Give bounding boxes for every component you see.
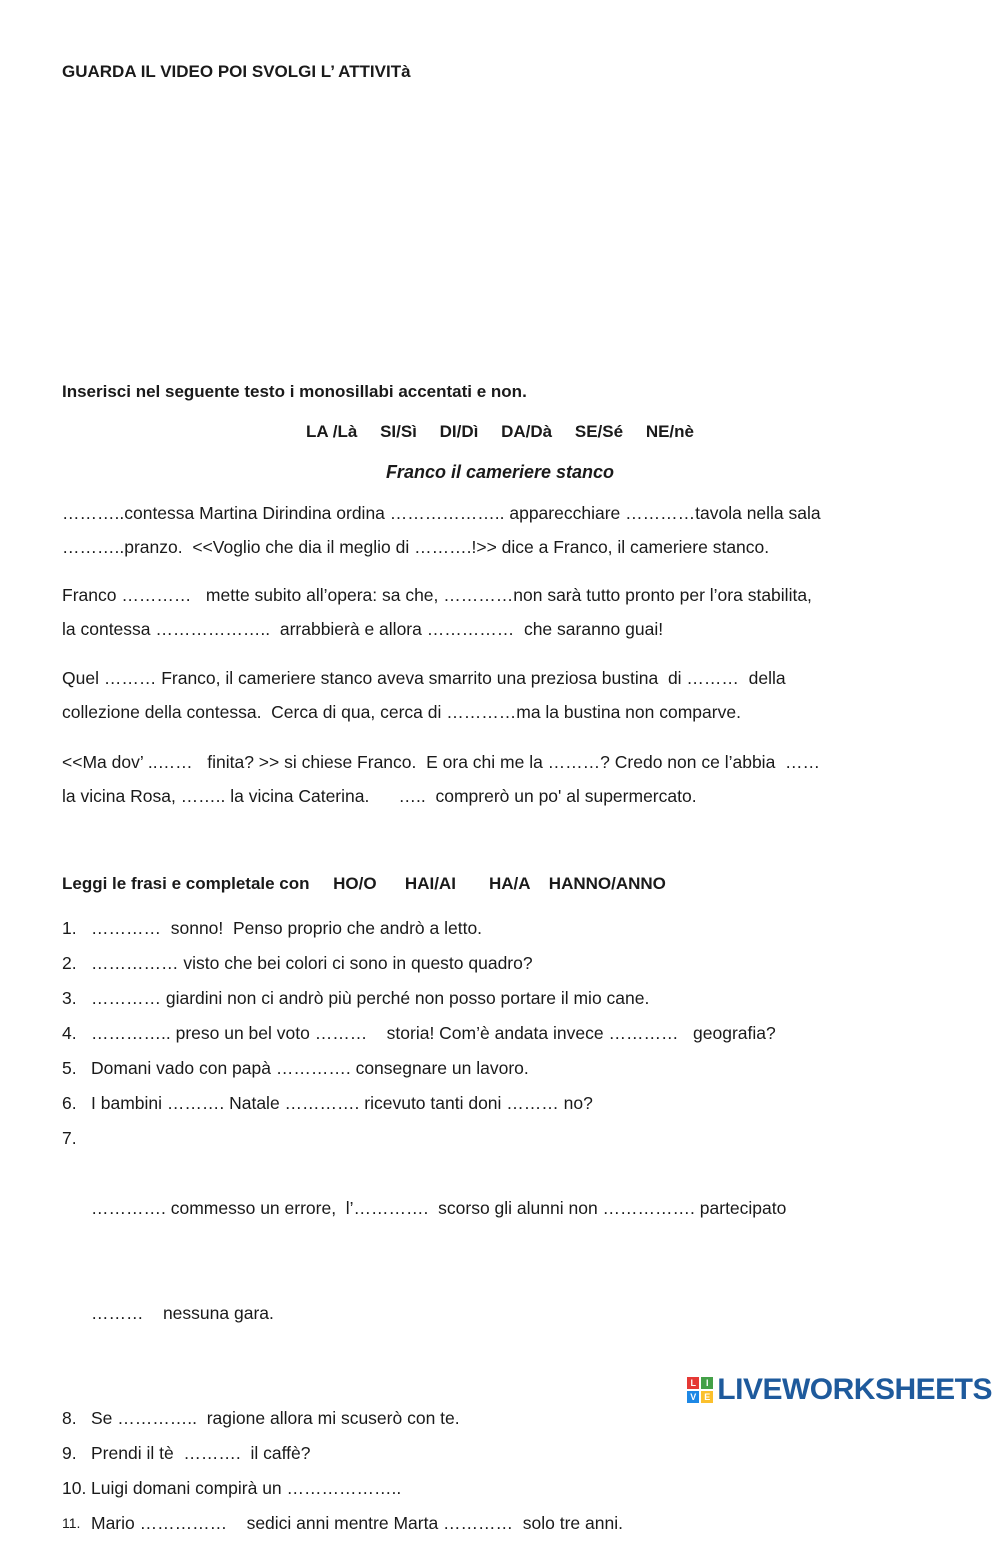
item-number: 10. bbox=[62, 1478, 87, 1498]
item-number: 11. bbox=[62, 1515, 81, 1531]
paragraph-line: la contessa ……………….. arrabbierà e allora …………… che saranno guai! bbox=[62, 619, 664, 639]
story-paragraph bbox=[62, 661, 942, 729]
logo-tile: V bbox=[687, 1391, 699, 1403]
item-text: Mario …………… sedici anni mentre Marta ………… solo tre anni. bbox=[91, 1513, 623, 1533]
monosyllable-option: DA/Dà bbox=[501, 422, 553, 441]
paragraph-line: <<Ma dov’ ..…… finita? >> si chiese Franco. E ora chi me la ………? Credo non ce l’abbia …… bbox=[62, 752, 821, 772]
monosyllables-list bbox=[0, 422, 1000, 442]
story-paragraph bbox=[62, 496, 942, 564]
list-item bbox=[62, 911, 942, 946]
monosyllable-option: DI/Dì bbox=[439, 422, 479, 441]
list-item bbox=[62, 1121, 942, 1401]
monosyllable-option: SE/Sé bbox=[574, 422, 624, 441]
item-number: 3. bbox=[62, 988, 77, 1008]
paragraph-line: collezione della contessa. Cerca di qua, cerca di …………ma la bustina non comparve. bbox=[62, 702, 741, 722]
logo-tile: L bbox=[687, 1377, 699, 1389]
section1-heading: Inserisci nel seguente testo i monosillabi accentati e non. bbox=[62, 382, 527, 401]
list-item bbox=[62, 1436, 942, 1471]
monosyllable-option: SI/Sì bbox=[380, 422, 417, 441]
exercise-list bbox=[62, 911, 942, 1541]
item-text bbox=[91, 1121, 786, 1401]
monosyllable-option: LA /Là bbox=[306, 422, 358, 441]
paragraph-line: ………..contessa Martina Dirindina ordina ……………….. apparecchiare …………tavola nella sala bbox=[62, 503, 821, 523]
logo-text: LIVEWORKSHEETS bbox=[717, 1373, 992, 1406]
item-text: …………… visto che bei colori ci sono in questo quadro? bbox=[91, 953, 533, 973]
liveworksheets-logo[interactable] bbox=[687, 1373, 992, 1407]
logo-icon bbox=[687, 1377, 713, 1403]
monosyllable-option: NE/nè bbox=[645, 422, 694, 441]
item-text: Prendi il tè ………. il caffè? bbox=[91, 1443, 311, 1463]
item-text: Domani vado con papà …………. consegnare un lavoro. bbox=[91, 1058, 529, 1078]
paragraph-line: ………..pranzo. <<Voglio che dia il meglio di ……….!>> dice a Franco, il cameriere stanco. bbox=[62, 537, 770, 557]
list-item bbox=[62, 946, 942, 981]
item-text: ………….. preso un bel voto ……… storia! Com’è andata invece ………… geografia? bbox=[91, 1023, 776, 1043]
paragraph-line: Franco ………… mette subito all’opera: sa che, …………non sarà tutto pronto per l’ora stabilita, bbox=[62, 585, 812, 605]
story-title: Franco il cameriere stanco bbox=[385, 462, 615, 482]
logo-tile: I bbox=[701, 1377, 713, 1389]
logo-tile: E bbox=[701, 1391, 713, 1403]
list-item bbox=[62, 981, 942, 1016]
list-item bbox=[62, 1471, 942, 1506]
item-text: Se ………….. ragione allora mi scuserò con te. bbox=[91, 1408, 460, 1428]
list-item bbox=[62, 1086, 942, 1121]
item-number: 8. bbox=[62, 1408, 77, 1428]
item-text: ………… giardini non ci andrò più perché non posso portare il mio cane. bbox=[91, 988, 650, 1008]
item-number: 6. bbox=[62, 1093, 77, 1113]
item-number: 5. bbox=[62, 1058, 77, 1078]
item-number: 2. bbox=[62, 953, 77, 973]
section2-heading: Leggi le frasi e completale con HO/O HAI/AI HA/A HANNO/ANNO bbox=[62, 874, 666, 893]
item-text: ………… sonno! Penso proprio che andrò a letto. bbox=[91, 918, 483, 938]
item-number: 7. bbox=[62, 1128, 77, 1148]
item-number: 9. bbox=[62, 1443, 77, 1463]
item-number: 4. bbox=[62, 1023, 77, 1043]
item-text: Luigi domani compirà un ……………….. bbox=[91, 1478, 402, 1498]
list-item bbox=[62, 1051, 942, 1086]
list-item bbox=[62, 1016, 942, 1051]
item-text: I bambini ………. Natale …………. ricevuto tanti doni ……… no? bbox=[91, 1093, 593, 1113]
item-text-line: ……… nessuna gara. bbox=[91, 1303, 274, 1323]
page-title: GUARDA IL VIDEO POI SVOLGI L’ ATTIVITà bbox=[62, 62, 411, 81]
paragraph-line: la vicina Rosa, …….. la vicina Caterina. ….. comprerò un po' al supermercato. bbox=[62, 786, 697, 806]
list-item bbox=[62, 1506, 942, 1541]
story-paragraph bbox=[62, 745, 942, 813]
item-number: 1. bbox=[62, 918, 77, 938]
item-text-line: …………. commesso un errore, l’…………. scorso gli alunni non ……………. partecipato bbox=[91, 1198, 787, 1218]
story-paragraph bbox=[62, 578, 942, 646]
paragraph-line: Quel ……… Franco, il cameriere stanco aveva smarrito una preziosa bustina di ……… della bbox=[62, 668, 786, 688]
